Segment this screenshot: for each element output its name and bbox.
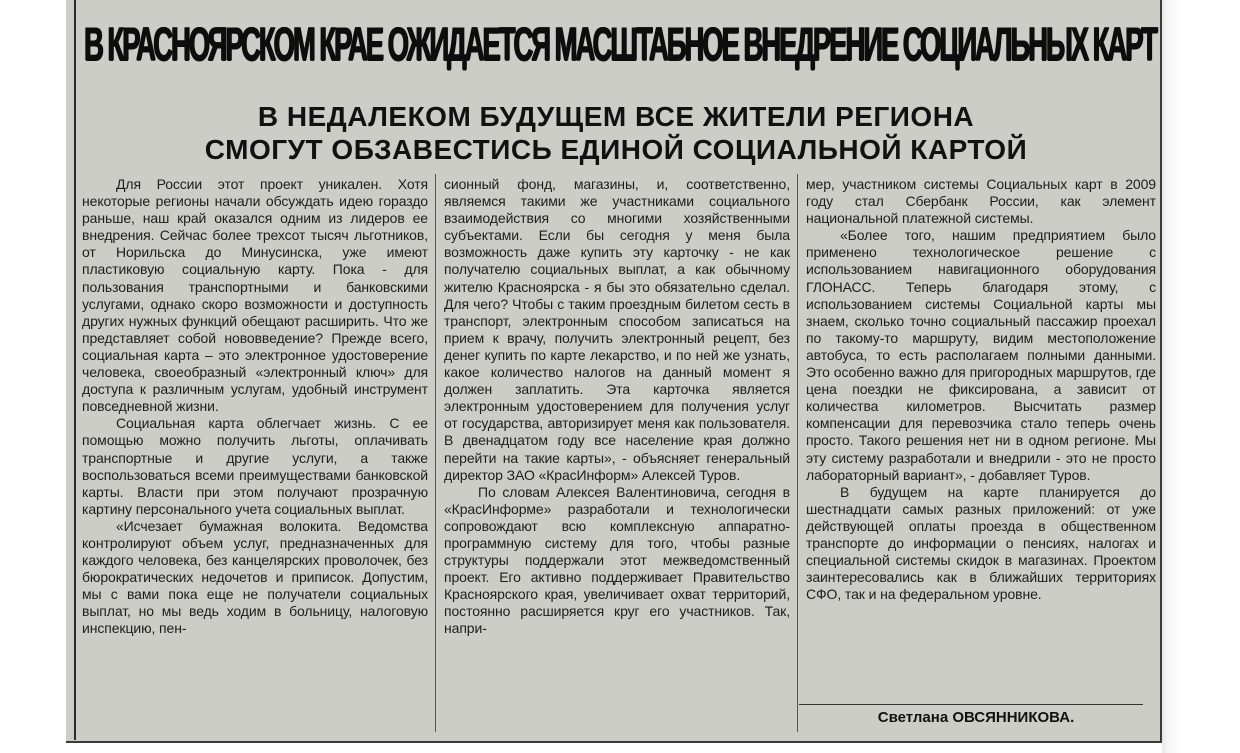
signature-divider	[799, 704, 1143, 705]
scan-margin-left	[0, 0, 62, 753]
author-signature: Светлана ОВСЯННИКОВА.	[877, 709, 1075, 726]
paragraph: Социальная карта облегчает жизнь. С ее помощью можно получить льготы, оплачивать транспортные и другие услуги, а также воспользоваться всеми преимуществами банковской карты. Власти при этом получают прозрачную картину персонального учета социальных выплат.	[82, 415, 428, 517]
paragraph: «Более того, нашим предприятием было применено технологическое решение с использованием навигационного оборудования ГЛОНАСС. Теперь благодаря этому, с использованием системы Социальной карты мы знаем, сколько точно социальный пассажир проехал по такому-то маршруту, видим местоположение автобуса, то есть располагаем полными данными. Это особенно важно для пригородных маршрутов, где цена поездки не фиксирована, а зависит от количества километров. Высчитать размер компенсации для перевозчика стало теперь очень просто. Такого решения нет ни в одном регионе. Мы эту систему разработали и внедрили - это не просто лабораторный вариант», - добавляет Туров.	[806, 227, 1156, 483]
paragraph: По словам Алексея Валентиновича, сегодня в «КрасИнформе» разработали и технологически сопровождают всю комплексную аппаратно-программную систему для того, чтобы разные структуры поддержали этот межведомственный проект. Его активно поддерживает Правительство Красноярского края, увеличивает охват территорий, постоянно расширяется круг его участников. Так, напри-	[444, 483, 790, 637]
paragraph: сионный фонд, магазины, и, соответственно, являемся такими же участниками социального взаимодействия со многими хозяйственными субъектами. Если бы сегодня у меня была возможность даже купить эту карточку - не как получателю социальных выплат, а как обычному жителю Красноярска - я бы это обязательно сделал. Для чего? Чтобы с таким проездным билетом сесть в транспорт, электронным способом записаться на прием к врачу, получить электронный рецепт, без денег купить по карте лекарство, и по ней же узнать, какое количество налогов на данный момент я должен заплатить. Эта карточка является электронным удостоверением для получения услуг от государства, авторизирует меня как пользователя. В двенадцатом году все население края должно перейти на такие карты», - объясняет генеральный директор ЗАО «КрасИнформ» Алексей Туров.	[444, 176, 790, 483]
column-divider	[435, 174, 436, 732]
subheadline-line-2: СМОГУТ ОБЗАВЕСТИСЬ ЕДИНОЙ СОЦИАЛЬНОЙ КАРТОЙ	[204, 134, 1028, 165]
article-headline: В КРАСНОЯРСКОМ КРАЕ ОЖИДАЕТСЯ МАСШТАБНОЕ ВНЕДРЕНИЕ СОЦИАЛЬНЫХ КАРТ	[84, 17, 1156, 70]
paragraph: В будущем на карте планируется до шестнадцати самых разных приложений: от уже действующей оплаты проезда в общественном транспорте до информации о пенсиях, налогах и специальной системы скидок в магазинах. Проектом заинтересовались как в ближайших территориях СФО, так и на федеральном уровне.	[806, 483, 1156, 603]
clipping-edge	[74, 0, 76, 740]
column-divider	[797, 174, 798, 732]
newspaper-clipping	[66, 0, 1162, 743]
paragraph: мер, участником системы Социальных карт в 2009 году стал Сбербанк России, как элемент национальной платежной системы.	[806, 176, 1156, 227]
paragraph: «Исчезает бумажная волокита. Ведомства контролируют объем услуг, предназначенных для каждого человека, без канцелярских проволочек, без бюрократических недочетов и приписок. Допустим, мы с вами пока еще не получатели социальных выплат, но мы ведь ходим в больницу, налоговую инспекцию, пен-	[82, 517, 428, 637]
article-column-1	[82, 176, 428, 638]
subheadline-line-1: В НЕДАЛЕКОМ БУДУЩЕМ ВСЕ ЖИТЕЛИ РЕГИОНА	[257, 101, 975, 132]
article-subheadline	[186, 100, 1046, 166]
paragraph: Для России этот проект уникален. Хотя некоторые регионы начали обсуждать идею гораздо раньше, наш край оказался одним из лидеров ее внедрения. Сейчас более трехсот тысяч льготников, от Норильска до Минусинска, уже имеют пластиковую социальную карту. Пока - для пользования транспортными и банковскими услугами, однако скоро возможности и доступность других нужных функций обещают расширить. Что же представляет собой нововведение? Прежде всего, социальная карта – это электронное удостоверение человека, своеобразный «электронный ключ» для доступа к различным услугам, удобный инструмент повседневной жизни.	[82, 176, 428, 415]
scan-margin-right	[1162, 0, 1240, 753]
article-column-2	[444, 176, 790, 638]
article-column-3	[806, 176, 1156, 603]
